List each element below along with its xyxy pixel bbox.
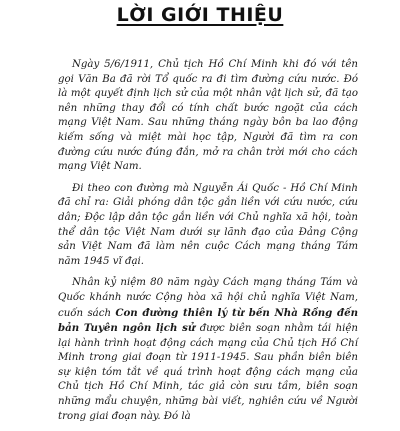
page-title: LỜI GIỚI THIỆU <box>116 4 284 26</box>
paragraph-1: Ngày 5/6/1911, Chủ tịch Hồ Chí Minh khi đó với tên gọi Văn Ba đã rời Tổ quốc ra đi tìm đường cứu nước. Đó là một quyết định lịch sử của một nhân vật lịch sử, đã tạo nên những thay đổi có tính chất bước ngoặt của cách mạng Việt Nam. Sau những tháng ngày bôn ba lao động kiếm sống và miệt mài học tập, Người đã tìm ra con đường cứu nước đúng đắn, mở ra chân trời mới cho cách mạng Việt Nam. <box>58 59 358 173</box>
paragraph-3-text-after: được biên soạn nhằm tái hiện lại hành trình hoạt động cách mạng của Chủ tịch Hồ Chí Minh trong giai đoạn từ 1911-1945. Sau phần biên biên sự kiện tóm tắt về quá trình hoạt động cách mạng của Chủ tịch Hồ Chí Minh, tác giả còn sưu tầm, biên soạn những mẩu chuyện, những bài viết, nghiên cứu về Người trong giai đoạn này. Đó là <box>58 323 358 422</box>
paragraph-3 <box>58 276 358 424</box>
document-body <box>58 58 358 431</box>
paragraph-2: Đi theo con đường mà Nguyễn Ái Quốc - Hồ Chí Minh đã chỉ ra: Giải phóng dân tộc gắn liền với cứu nước, cứu dân; Độc lập dân tộc gắn liền với Chủ nghĩa xã hội, toàn thể dân tộc Việt Nam dưới sự lãnh đạo của Đảng Cộng sản Việt Nam đã làm nên cuộc Cách mạng tháng Tám năm 1945 vĩ đại. <box>58 182 358 267</box>
title-container <box>0 4 400 26</box>
paragraph-3-text-before: Nhân kỷ niệm 80 năm ngày Cách mạng tháng Tám và Quốc khánh nước Cộng hòa xã hội chủ nghĩa Việt Nam, cuốn sách <box>58 277 358 319</box>
book-title-bold: Con đường thiên lý từ bến Nhà Rồng đến bản Tuyên ngôn lịch sử <box>58 306 359 335</box>
